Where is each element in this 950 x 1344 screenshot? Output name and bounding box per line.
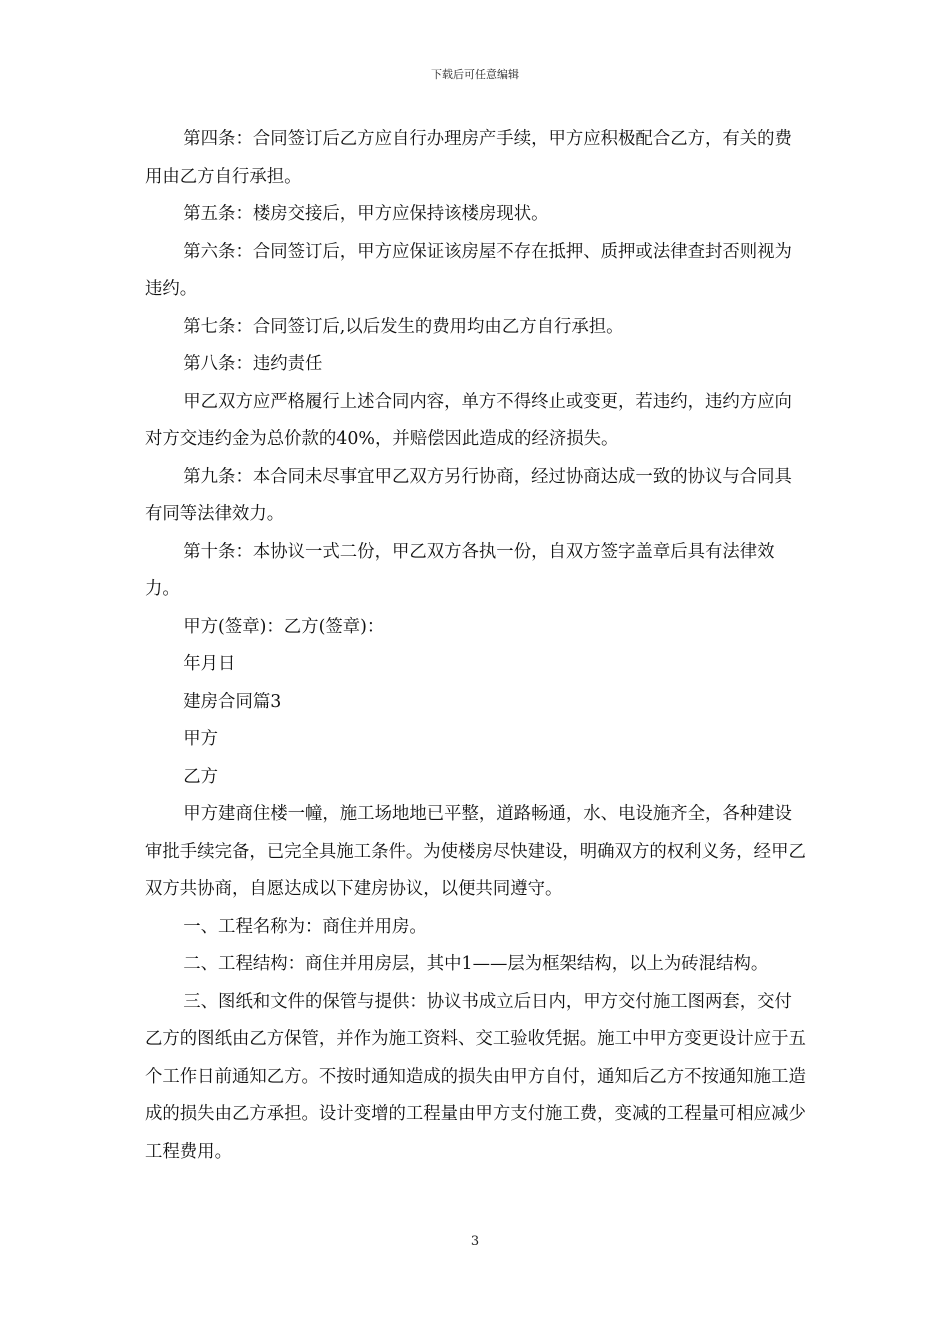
paragraph-article-7: 第七条：合同签订后,以后发生的费用均由乙方自行承担。 (183, 316, 624, 337)
paragraph-article-6: 第六条：合同签订后，甲方应保证该房屋不存在抵押、质押或法律查封否则视为违约。 (145, 241, 792, 299)
paragraph-item-3: 三、图纸和文件的保管与提供：协议书成立后日内，甲方交付施工图两套，交付乙方的图纸由乙方保管，并作为施工资料、交工验收凭据。施工中甲方变更设计应于五个工作日前通知乙方。不按时通知造成的损失由甲方自付，通知后乙方不按通知施工造成的损失由乙方承担。设计变增的工程量由甲方支付施工费，变减的工程量可相应减少工程费用。 (145, 991, 806, 1162)
paragraph-item-2: 二、工程结构：商住并用房层，其中1——层为框架结构，以上为砖混结构。 (183, 954, 769, 974)
date-line: 年月日 (183, 654, 236, 674)
paragraph-item-1: 一、工程名称为：商住并用房。 (183, 916, 427, 937)
paragraph-breach-liability: 甲乙双方应严格履行上述合同内容，单方不得终止或变更，若违约，违约方应向对方交违约金为总价款的40%，并赔偿因此造成的经济损失。 (145, 391, 792, 449)
paragraph-article-5: 第五条：楼房交接后，甲方应保持该楼房现状。 (183, 204, 549, 224)
signature-line: 甲方(签章)：乙方(签章)： (183, 616, 385, 637)
party-a-line: 甲方 (183, 729, 219, 749)
paragraph-preamble: 甲方建商住楼一幢，施工场地地已平整，道路畅通，水、电设施齐全，各种建设审批手续完备，已完全具施工条件。为使楼房尽快建设，明确双方的权利义务，经甲乙双方共协商，自愿达成以下建房协议，以便共同遵守。 (145, 804, 806, 899)
document-body (145, 121, 807, 1171)
page-number: 3 (470, 1234, 480, 1249)
paragraph-article-8: 第八条：违约责任 (183, 354, 323, 374)
paragraph-article-10: 第十条：本协议一式二份，甲乙双方各执一份，自双方签字盖章后具有法律效力。 (145, 541, 775, 599)
paragraph-article-9: 第九条：本合同未尽事宜甲乙双方另行协商，经过协商达成一致的协议与合同具有同等法律效力。 (145, 466, 792, 524)
section-title: 建房合同篇3 (183, 691, 282, 712)
party-b-line: 乙方 (183, 766, 219, 787)
paragraph-article-4: 第四条：合同签订后乙方应自行办理房产手续，甲方应积极配合乙方，有关的费用由乙方自行承担。 (145, 129, 792, 187)
page-header: 下载后可任意编辑 (431, 68, 519, 81)
